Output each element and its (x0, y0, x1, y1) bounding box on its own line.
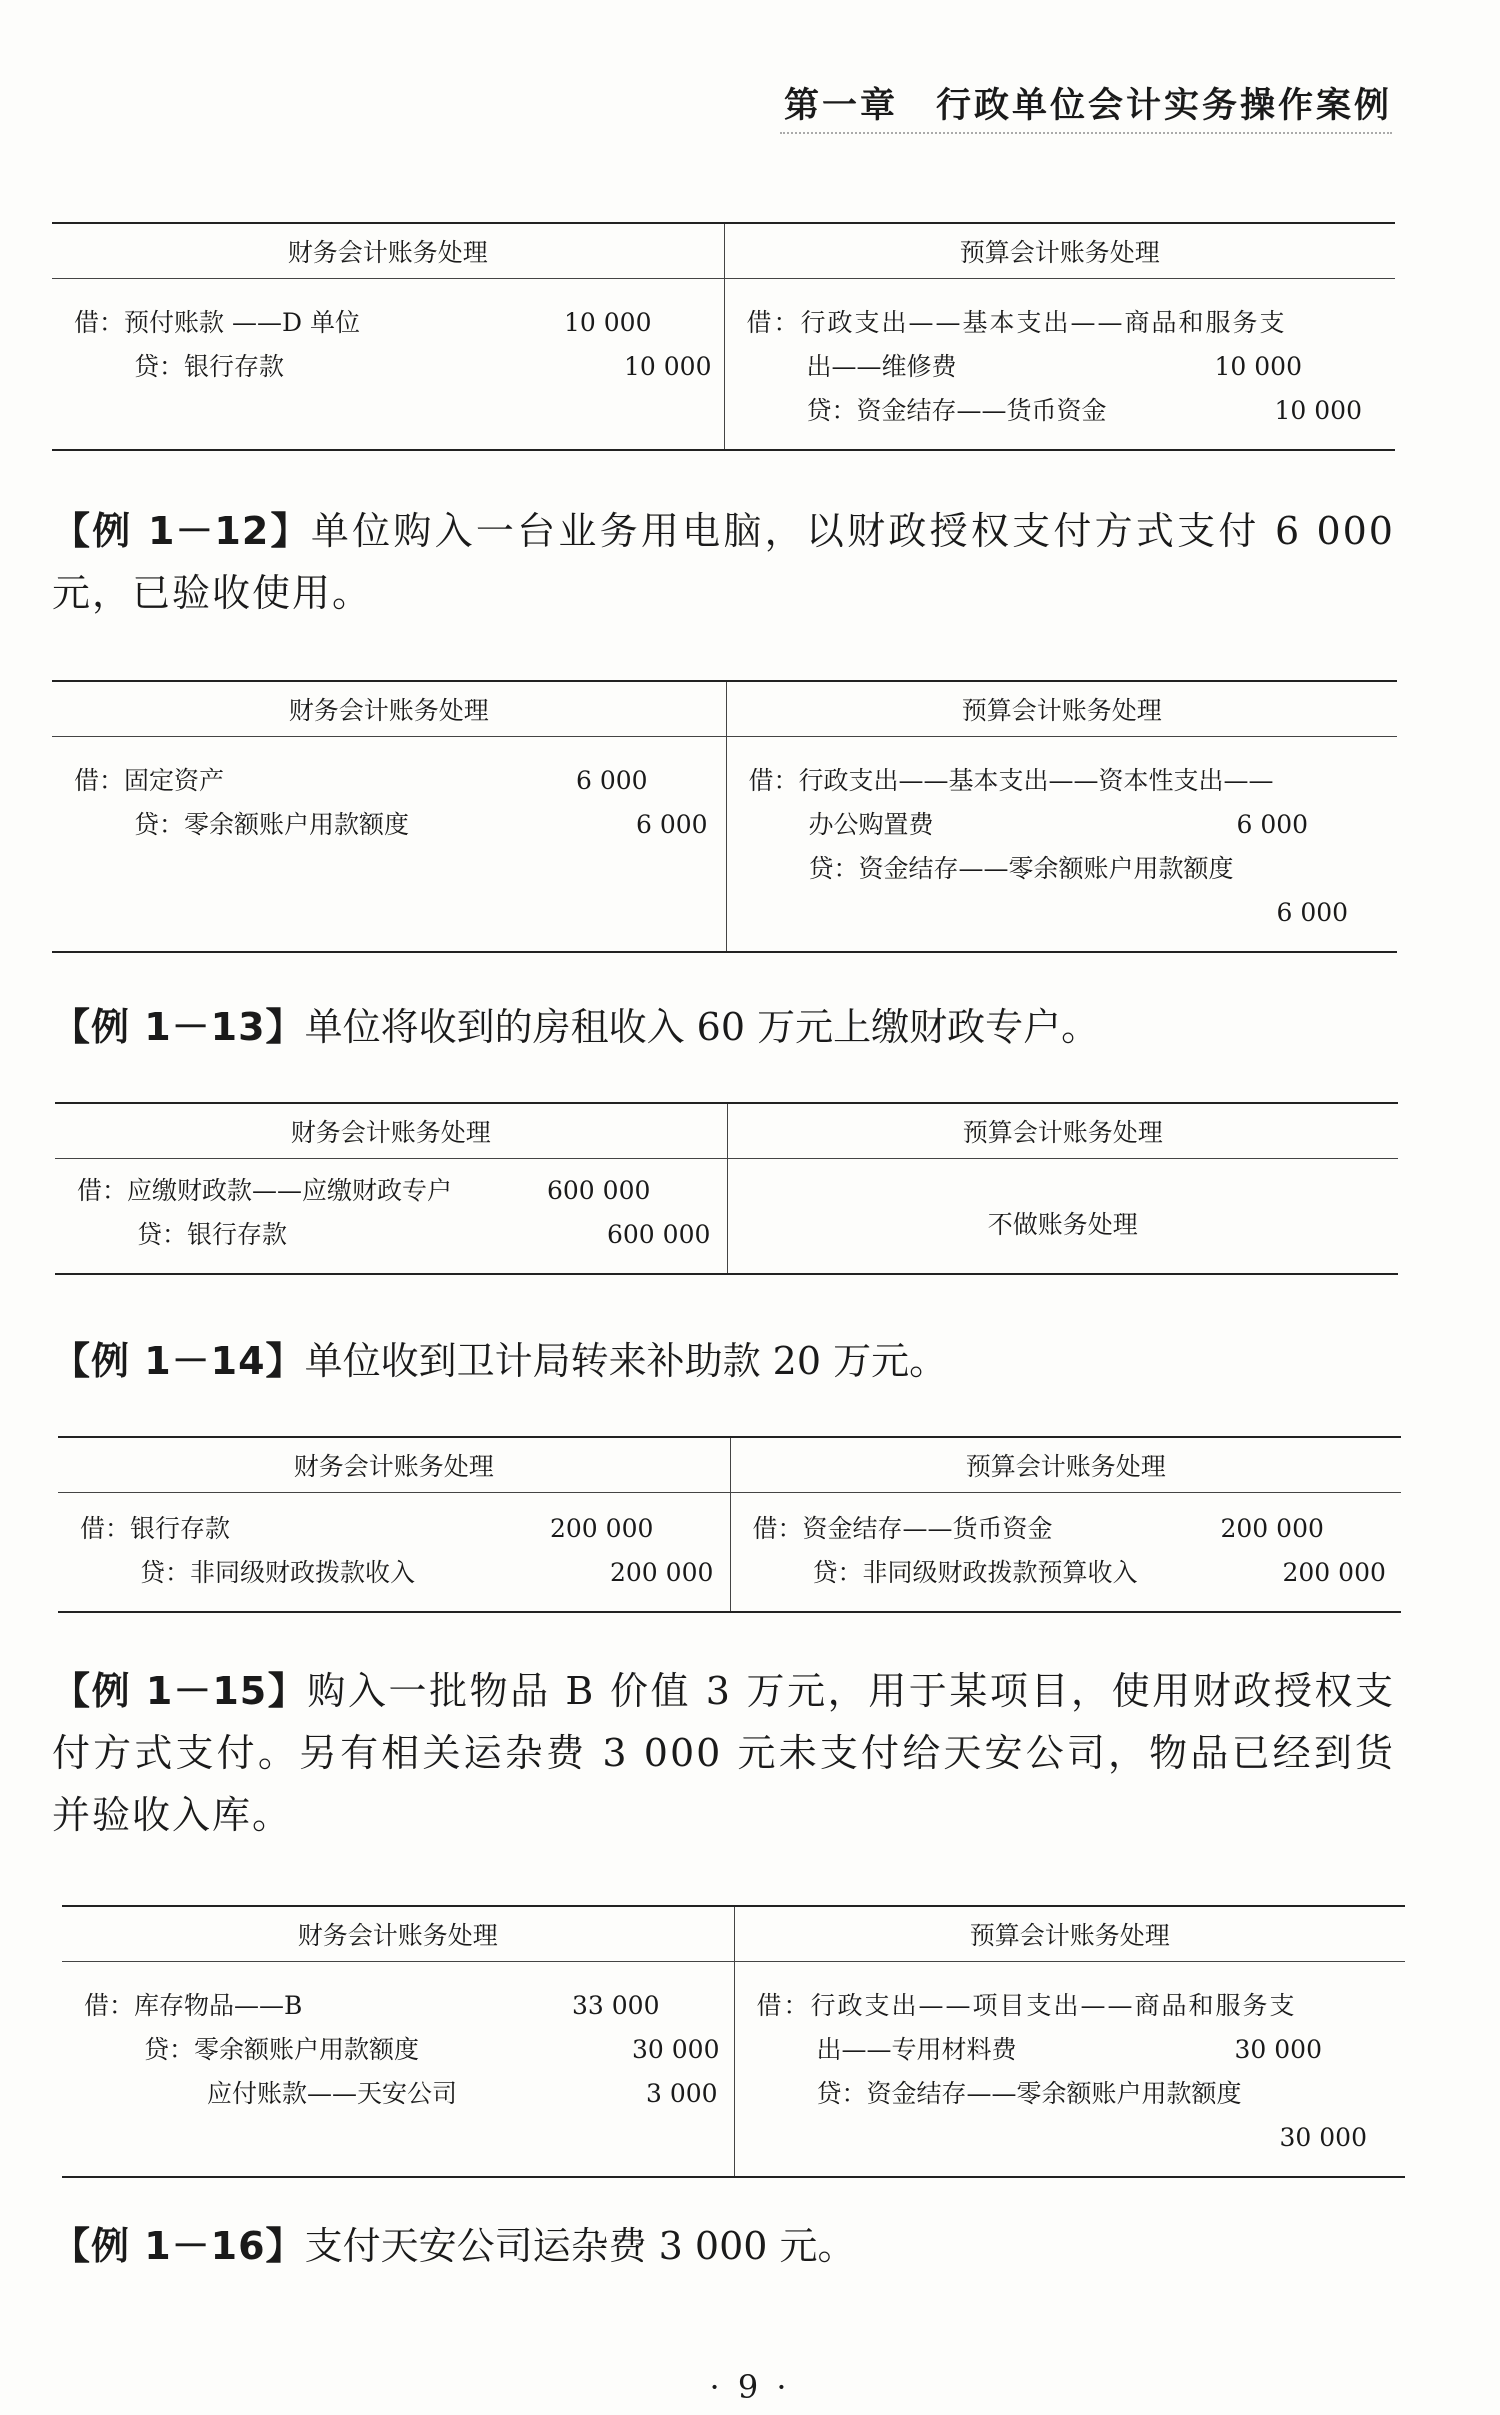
financial-column-header: 财务会计账务处理 (62, 1906, 734, 1962)
entry-line: 借：银行存款 200 000 (80, 1514, 654, 1543)
budget-entries (726, 737, 1397, 953)
entry-line: 借：行政支出——项目支出——商品和服务支 (756, 1991, 1297, 2020)
example-text: 支付天安公司运杂费 3 000 元。 (304, 2224, 856, 2268)
page-number: · 9 · (709, 2368, 791, 2406)
entry-table-5 (62, 1905, 1405, 2178)
financial-column-header: 财务会计账务处理 (52, 681, 726, 737)
entry-line: 贷：非同级财政拨款预算收入 200 000 (812, 1558, 1386, 1587)
budget-entries (727, 1159, 1398, 1275)
chapter-title: 第一章 行政单位会计实务操作案例 (783, 86, 1392, 126)
entry-line: 借：资金结存——货币资金 200 000 (752, 1514, 1324, 1543)
example-label: 【例 1－13】 (52, 1005, 305, 1049)
entry-line: 贷：银行存款 10 000 (134, 352, 712, 381)
entry-line: 贷：资金结存——零余额账户用款额度 (816, 2079, 1242, 2108)
financial-entries (52, 737, 726, 953)
financial-column-header: 财务会计账务处理 (55, 1103, 727, 1159)
budget-column-header: 预算会计账务处理 (734, 1906, 1405, 1962)
entry-line: 30 000 (1279, 2123, 1367, 2152)
entry-line: 办公购置费 6 000 (808, 810, 1309, 839)
entry-line: 贷：非同级财政拨款收入 200 000 (140, 1558, 714, 1587)
example-1-12 (52, 500, 1395, 624)
entry-line: 借：预付账款 ——D 单位 10 000 (74, 308, 652, 337)
entry-line: 贷：资金结存——货币资金 10 000 (806, 396, 1362, 425)
example-label: 【例 1－12】 (52, 509, 311, 553)
budget-column-header: 预算会计账务处理 (724, 223, 1395, 279)
entry-table-1 (52, 222, 1395, 451)
example-text: 单位收到卫计局转来补助款 20 万元。 (304, 1339, 948, 1383)
entry-line: 贷：资金结存——零余额账户用款额度 (808, 854, 1234, 883)
budget-entries (734, 1962, 1405, 2178)
example-text: 单位购入一台业务用电脑，以财政授权支付方式支付 6 000元，已验收使用。 (52, 509, 1395, 615)
example-1-13 (52, 996, 1395, 1058)
entry-line: 应付账款——天安公司 3 000 (207, 2079, 718, 2108)
budget-column-header: 预算会计账务处理 (727, 1103, 1398, 1159)
entry-line: 借：应缴财政款——应缴财政专户 600 000 (77, 1176, 651, 1205)
entry-line: 贷：零余额账户用款额度 6 000 (134, 810, 708, 839)
example-1-14 (52, 1330, 1395, 1392)
entry-table-4 (58, 1436, 1401, 1613)
financial-entries (58, 1493, 730, 1613)
example-1-16 (52, 2215, 1395, 2277)
header-divider (780, 132, 1392, 134)
example-text: 购入一批物品 B 价值 3 万元，用于某项目，使用财政授权支付方式支付。另有相关运杂费 3 000 元未支付给天安公司，物品已经到货并验收入库。 (52, 1669, 1395, 1837)
budget-column-header: 预算会计账务处理 (726, 681, 1397, 737)
entry-line: 6 000 (1276, 898, 1349, 927)
no-entry-note: 不做账务处理 (987, 1210, 1138, 1239)
financial-column-header: 财务会计账务处理 (52, 223, 724, 279)
example-label: 【例 1－14】 (52, 1339, 305, 1383)
entry-line: 借：行政支出——基本支出——商品和服务支 (746, 308, 1287, 337)
example-label: 【例 1－16】 (52, 2224, 305, 2268)
financial-column-header: 财务会计账务处理 (58, 1437, 730, 1493)
entry-line: 借：固定资产 6 000 (74, 766, 648, 795)
budget-entries (730, 1493, 1401, 1613)
entry-line: 借：行政支出——基本支出——资本性支出—— (748, 766, 1274, 795)
entry-line: 借：库存物品——B 33 000 (84, 1991, 660, 2020)
financial-entries (55, 1159, 727, 1275)
entry-table-3 (55, 1102, 1398, 1275)
budget-entries (724, 279, 1395, 451)
financial-entries (62, 1962, 734, 2178)
entry-line: 贷：银行存款 600 000 (137, 1220, 711, 1249)
budget-column-header: 预算会计账务处理 (730, 1437, 1401, 1493)
financial-entries (52, 279, 724, 451)
entry-line: 出——专用材料费 30 000 (816, 2035, 1322, 2064)
entry-table-2 (52, 680, 1397, 953)
entry-line: 贷：零余额账户用款额度 30 000 (144, 2035, 720, 2064)
entry-line: 出——维修费 10 000 (806, 352, 1302, 381)
example-1-15 (52, 1660, 1395, 1846)
example-label: 【例 1－15】 (52, 1669, 308, 1713)
example-text: 单位将收到的房租收入 60 万元上缴财政专户。 (304, 1005, 1100, 1049)
